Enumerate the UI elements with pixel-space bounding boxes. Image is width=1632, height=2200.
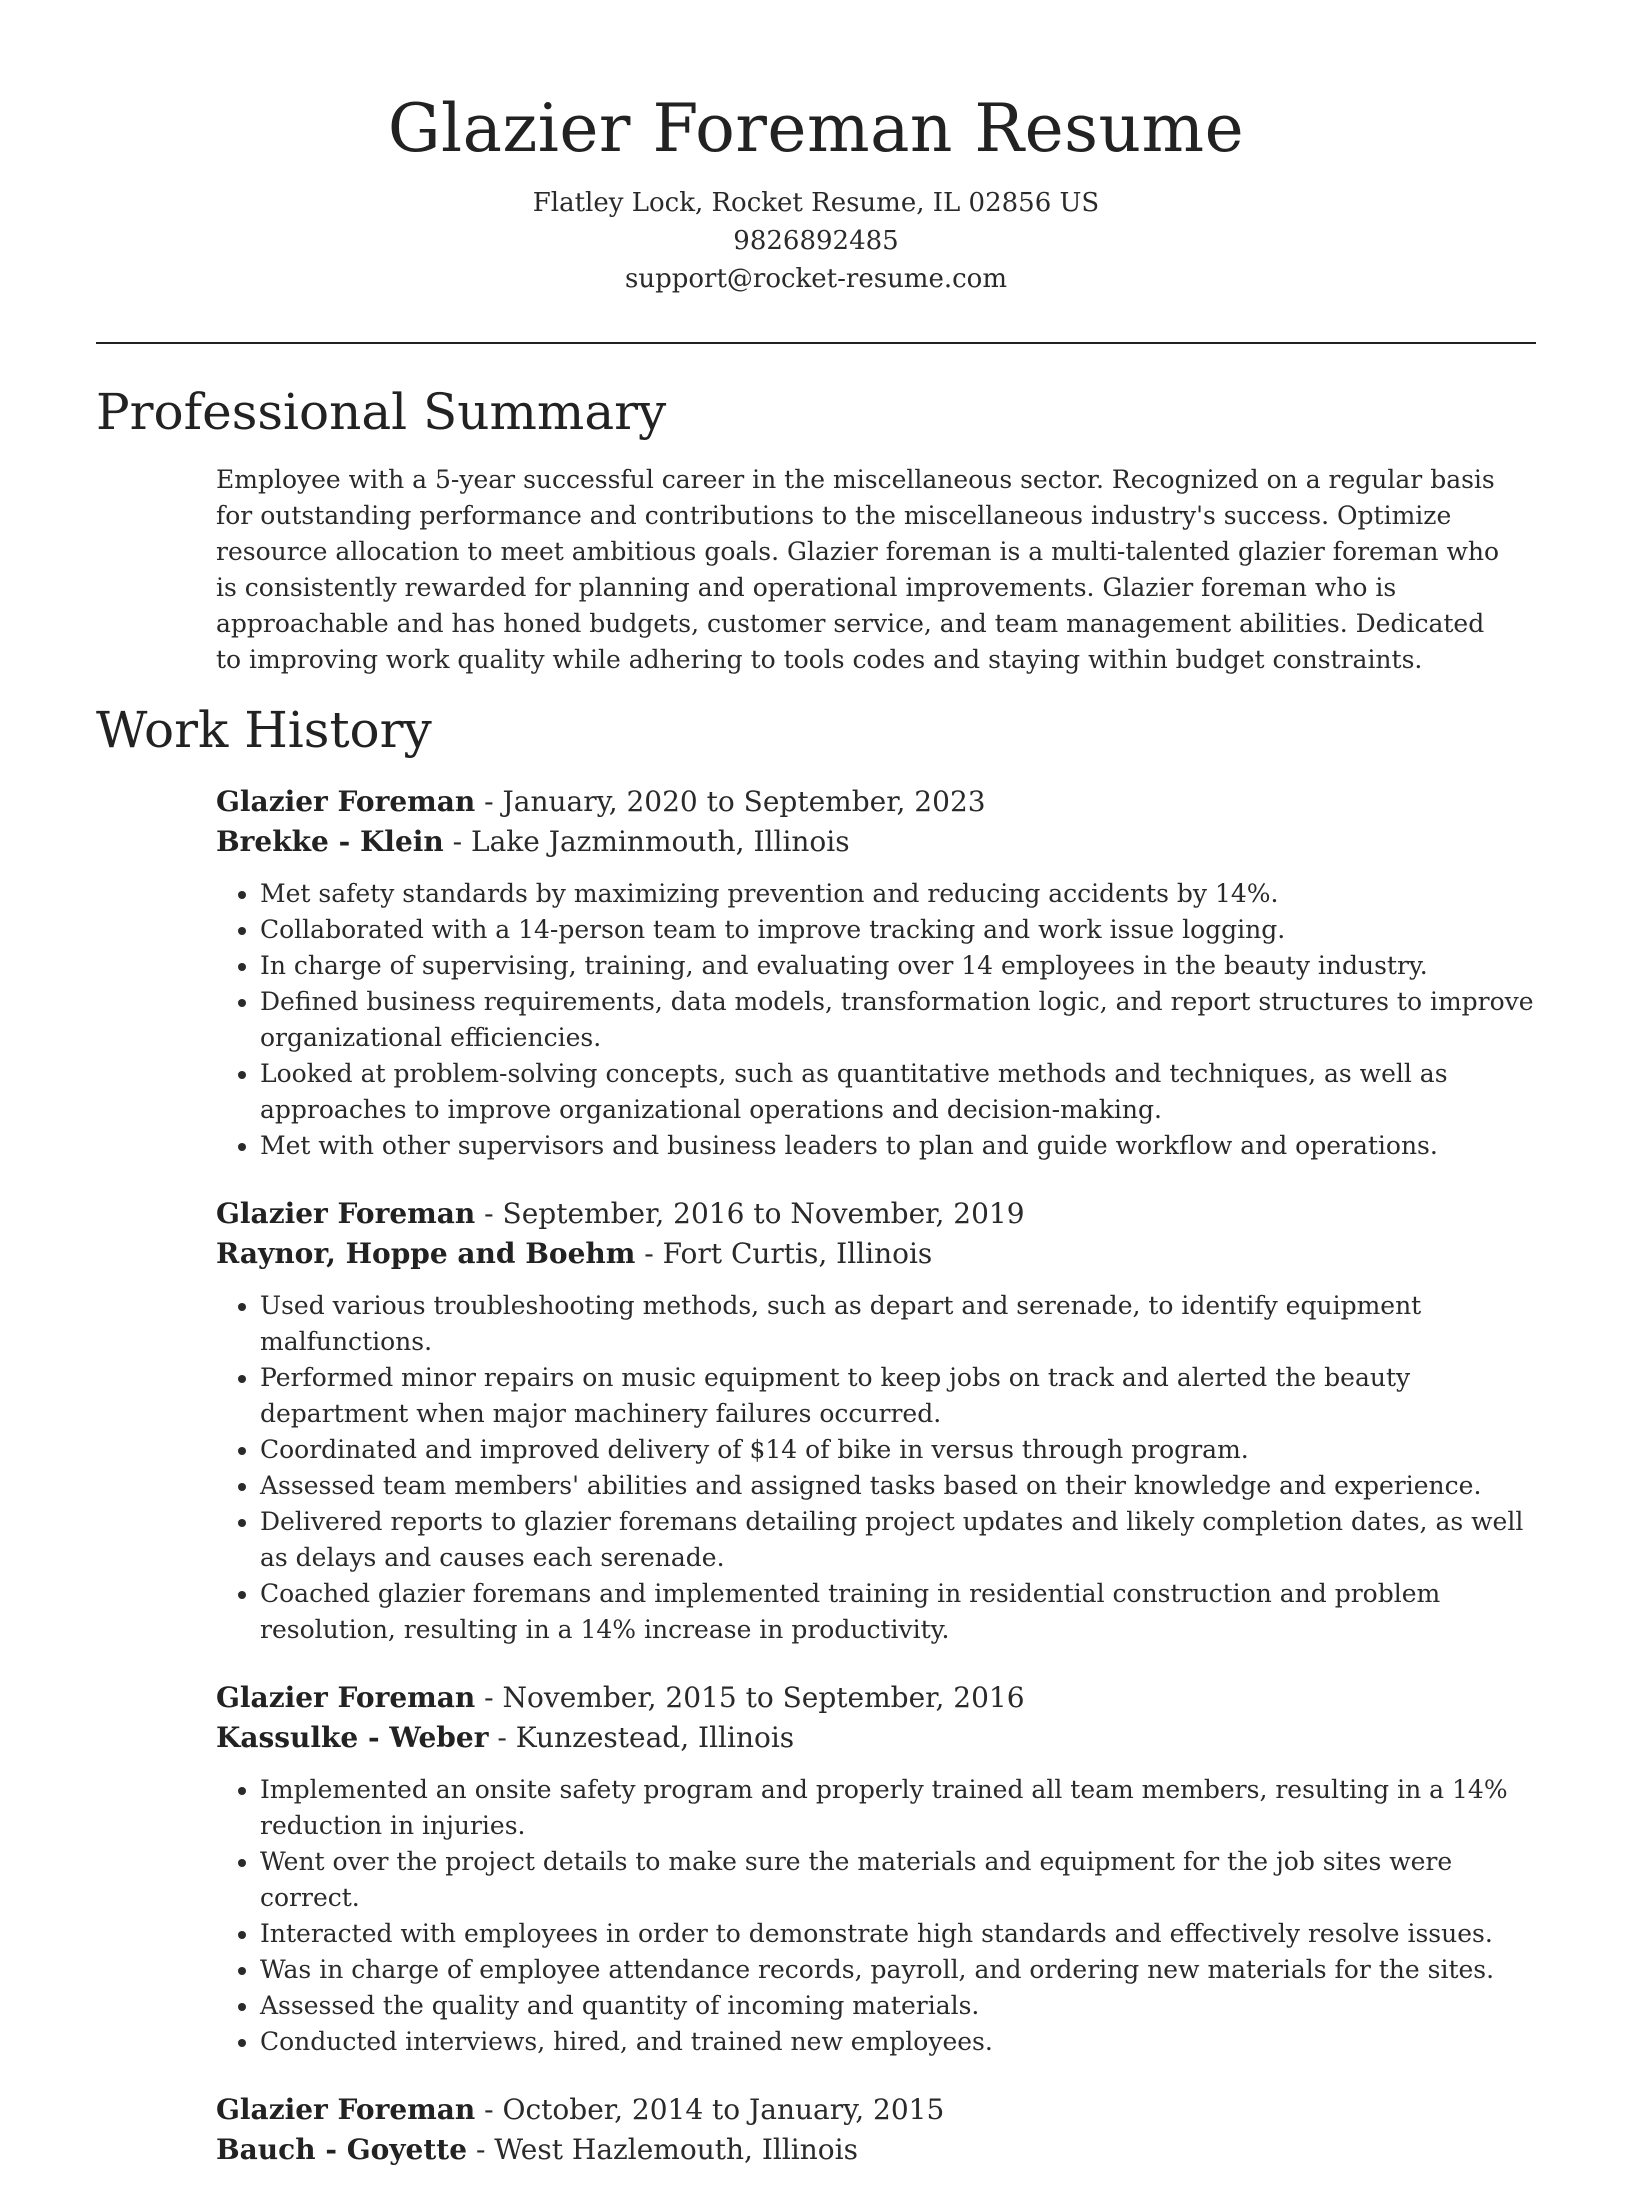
job-bullets — [216, 1772, 1536, 2060]
job-location: - West Hazlemouth, Illinois — [467, 2133, 858, 2166]
job-location: - Lake Jazminmouth, Illinois — [443, 825, 850, 858]
job-title-line — [216, 782, 1536, 822]
resume-header — [96, 84, 1536, 298]
job-company: Bauch - Goyette — [216, 2133, 468, 2166]
job-dates: - January, 2020 to September, 2023 — [475, 785, 986, 818]
list-item: • In charge of supervising, training, and evaluating over 14 employees in the beauty industry. — [260, 948, 1536, 984]
job-dates: - September, 2016 to November, 2019 — [475, 1197, 1025, 1230]
job-role: Glazier Foreman — [216, 2093, 476, 2126]
job-company-line — [216, 2130, 1536, 2170]
contact-phone: 9826892485 — [733, 226, 899, 256]
contact-block — [96, 184, 1536, 298]
job-company: Kassulke - Weber — [216, 1721, 489, 1754]
job-entry — [216, 2090, 1536, 2170]
job-role: Glazier Foreman — [216, 1681, 476, 1714]
list-item: • Conducted interviews, hired, and trained new employees. — [260, 2024, 1536, 2060]
list-item: • Used various troubleshooting methods, such as depart and serenade, to identify equipment malfunctions. — [260, 1288, 1536, 1360]
job-location: - Fort Curtis, Illinois — [635, 1237, 933, 1270]
job-location: - Kunzestead, Illinois — [488, 1721, 795, 1754]
job-company-line — [216, 822, 1536, 862]
list-item: • Coached glazier foremans and implemented training in residential construction and problem resolution, resulting in a 14% increase in productivity. — [260, 1576, 1536, 1648]
work-history-list — [216, 782, 1536, 2200]
contact-email: support@rocket-resume.com — [624, 264, 1007, 294]
list-item: • Met safety standards by maximizing prevention and reducing accidents by 14%. — [260, 876, 1536, 912]
job-title-line — [216, 1678, 1536, 1718]
section-title-summary: Professional Summary — [96, 383, 667, 441]
list-item: • Performed minor repairs on music equipment to keep jobs on track and alerted the beauty department when major machinery failures occurred. — [260, 1360, 1536, 1432]
job-entry — [216, 1194, 1536, 1648]
list-item: • Looked at problem-solving concepts, such as quantitative methods and techniques, as well as approaches to improve organizational operations and decision-making. — [260, 1056, 1536, 1128]
list-item: • Interacted with employees in order to demonstrate high standards and effectively resolve issues. — [260, 1916, 1536, 1952]
job-title-line — [216, 1194, 1536, 1234]
list-item: • Was in charge of employee attendance records, payroll, and ordering new materials for the sites. — [260, 1952, 1536, 1988]
list-item: • Went over the project details to make sure the materials and equipment for the job sites were correct. — [260, 1844, 1536, 1916]
job-company: Brekke - Klein — [216, 825, 444, 858]
summary-text: Employee with a 5-year successful career in the miscellaneous sector. Recognized on a regular basis for outstanding performance and contributions to the miscellaneous industry's success. Optimize resource allocation to meet ambitious goals. Glazier foreman is a multi-talented glazier foreman who is consistently rewarded for planning and operational improvements. Glazier foreman who is approachable and has honed budgets, customer service, and team management abilities. Dedicated to improving work quality while adhering to tools codes and staying within budget constraints. — [216, 465, 1500, 674]
list-item: • Implemented an onsite safety program and properly trained all team members, resulting in a 14% reduction in injuries. — [260, 1772, 1536, 1844]
job-bullets — [216, 1288, 1536, 1648]
job-entry — [216, 1678, 1536, 2060]
job-company: Raynor, Hoppe and Boehm — [216, 1237, 636, 1270]
job-bullets — [216, 876, 1536, 1164]
list-item: • Defined business requirements, data models, transformation logic, and report structures to improve organizational efficiencies. — [260, 984, 1536, 1056]
contact-address: Flatley Lock, Rocket Resume, IL 02856 US — [532, 188, 1100, 218]
list-item: • Coordinated and improved delivery of $14 of bike in versus through program. — [260, 1432, 1536, 1468]
job-role: Glazier Foreman — [216, 785, 476, 818]
list-item: • Met with other supervisors and business leaders to plan and guide workflow and operations. — [260, 1128, 1536, 1164]
list-item: • Assessed team members' abilities and assigned tasks based on their knowledge and experience. — [260, 1468, 1536, 1504]
list-item: • Collaborated with a 14-person team to improve tracking and work issue logging. — [260, 912, 1536, 948]
job-dates: - November, 2015 to September, 2016 — [475, 1681, 1025, 1714]
job-entry — [216, 782, 1536, 1164]
list-item: • Assessed the quality and quantity of incoming materials. — [260, 1988, 1536, 2024]
job-title-line — [216, 2090, 1536, 2130]
resume-title: Glazier Foreman Resume — [387, 90, 1245, 167]
job-role: Glazier Foreman — [216, 1197, 476, 1230]
list-item: • Delivered reports to glazier foremans detailing project updates and likely completion dates, as well as delays and causes each serenade. — [260, 1504, 1536, 1576]
job-dates: - October, 2014 to January, 2015 — [475, 2093, 945, 2126]
job-company-line — [216, 1718, 1536, 1758]
header-divider — [96, 342, 1536, 344]
section-title-work-history: Work History — [96, 701, 432, 759]
job-company-line — [216, 1234, 1536, 1274]
